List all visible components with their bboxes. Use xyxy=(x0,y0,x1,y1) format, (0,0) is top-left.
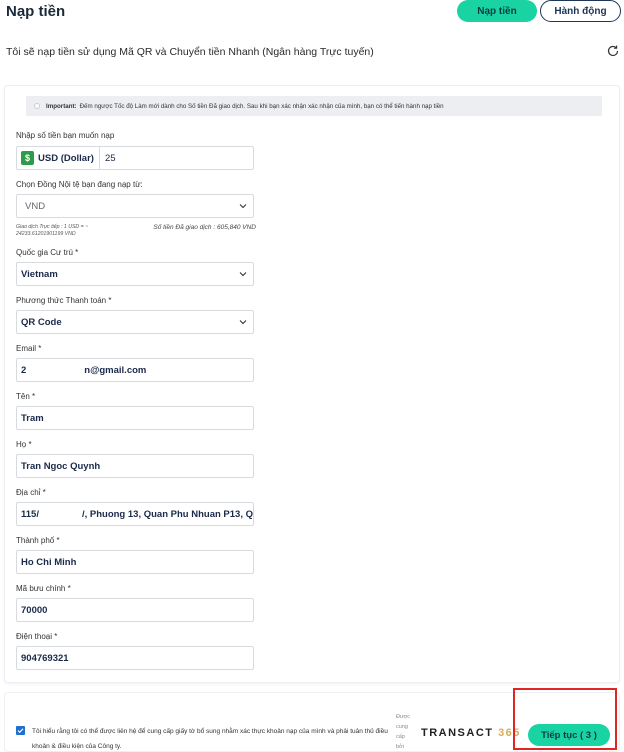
amount-value: 25 xyxy=(104,152,116,164)
important-notice xyxy=(26,96,602,116)
phone-value: 904769321 xyxy=(21,652,69,664)
amount-input[interactable] xyxy=(16,146,254,170)
address-value-start: 115/ xyxy=(21,508,39,520)
refresh-icon[interactable] xyxy=(606,44,620,58)
payment-method-label: Phương thức Thanh toán * xyxy=(16,296,112,305)
notice-text: Đếm ngược Tốc độ Làm mới dành cho Số tiền Đã giao dịch. Sau khi bạn xác nhận xác nhận của mình, bạn có thể tiến hành nạp tiền xyxy=(79,102,444,110)
amount-label: Nhập số tiền bạn muốn nạp xyxy=(16,131,115,140)
info-dot-icon xyxy=(34,103,40,109)
last-name-label: Họ * xyxy=(16,440,32,449)
address-label: Địa chỉ * xyxy=(16,488,46,497)
notice-label: Important: xyxy=(46,102,77,110)
payment-method-select[interactable] xyxy=(16,310,254,334)
chevron-down-icon xyxy=(239,318,247,326)
postal-code-value: 70000 xyxy=(21,604,48,616)
deposit-method-description: Tôi sẽ nạp tiền sử dụng Mã QR và Chuyển tiền Nhanh (Ngân hàng Trực tuyến) xyxy=(6,46,374,58)
address-field[interactable] xyxy=(16,502,254,526)
last-name-value: Tran Ngoc Quynh xyxy=(21,460,101,472)
first-name-label: Tên * xyxy=(16,392,36,401)
agree-checkbox[interactable] xyxy=(16,726,25,735)
email-value-end: n@gmail.com xyxy=(84,364,147,376)
city-field[interactable] xyxy=(16,550,254,574)
powered-by-note: Được cung cấp bởi xyxy=(396,714,411,750)
local-currency-select[interactable] xyxy=(16,194,254,218)
action-button[interactable]: Hành động xyxy=(540,0,621,22)
last-name-field[interactable] xyxy=(16,454,254,478)
email-value-start: 2 xyxy=(21,364,27,376)
traded-amount: Số tiền Đã giao dịch : 605,840 VND xyxy=(153,224,256,231)
page-title: Nạp tiền xyxy=(6,3,66,20)
phone-label: Điện thoại * xyxy=(16,632,58,641)
currency-selector[interactable] xyxy=(21,147,100,169)
postal-code-label: Mã bưu chính * xyxy=(16,584,71,593)
chevron-down-icon xyxy=(239,202,247,210)
postal-code-field[interactable] xyxy=(16,598,254,622)
first-name-value: Tram xyxy=(21,412,44,424)
deposit-button[interactable]: Nạp tiền xyxy=(457,0,537,22)
dollar-icon: $ xyxy=(21,151,34,165)
local-currency-label: Chọn Đồng Nội tệ bạn đang nạp từ: xyxy=(16,180,143,189)
local-currency-value: VND xyxy=(25,200,46,212)
brand-text: TRANSACT xyxy=(421,727,494,739)
country-value: Vietnam xyxy=(21,268,58,280)
email-label: Email * xyxy=(16,344,42,353)
agree-text: Tôi hiểu rằng tôi có thể được liên hệ để cung cấp giấy tờ bổ sung nhằm xác thực khoản nạp của mình và phải tuân thủ điều khoản & điều kiện của Công ty. xyxy=(32,728,388,750)
deposit-form-card xyxy=(4,85,620,683)
first-name-field[interactable] xyxy=(16,406,254,430)
continue-button[interactable]: Tiếp tục ( 3 ) xyxy=(528,724,610,746)
transact365-logo xyxy=(421,727,521,739)
brand-number: 365 xyxy=(498,727,521,739)
payment-method-value: QR Code xyxy=(21,316,62,328)
country-select[interactable] xyxy=(16,262,254,286)
city-label: Thành phố * xyxy=(16,536,60,545)
chevron-down-icon xyxy=(239,270,247,278)
city-value: Ho Chi Minh xyxy=(21,556,77,568)
email-field[interactable] xyxy=(16,358,254,382)
country-label: Quốc gia Cư trú * xyxy=(16,248,79,257)
currency-label: USD (Dollar) xyxy=(38,152,94,164)
exchange-rate-note: Giao dịch Trực tiếp : 1 USD = ~ 24233.61201901199 VND xyxy=(16,224,89,237)
phone-field[interactable] xyxy=(16,646,254,670)
address-value-end: /, Phuong 13, Quan Phu Nhuan P13, Q xyxy=(81,508,253,520)
check-icon xyxy=(17,727,24,734)
